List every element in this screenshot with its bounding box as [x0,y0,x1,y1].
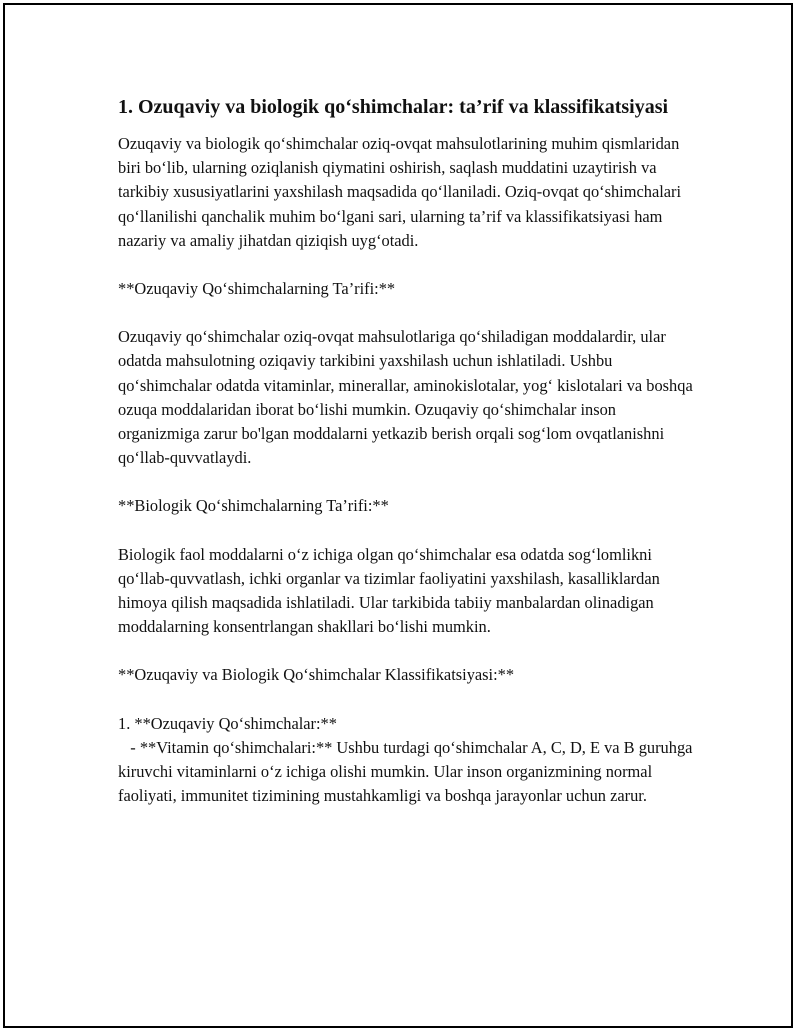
section-heading: 1. Ozuqaviy va biologik qo‘shimchalar: ta’rif va klassifikatsiyasi [118,96,669,118]
document-body [118,92,698,808]
list-item-body: - **Vitamin qo‘shimchalari:** Ushbu turdagi qo‘shimchalar A, C, D, E va B guruhga kiruvchi vitaminlarni o‘z ichiga olishi mumkin. Ular inson organizmining normal faoliyati, immunitet tizimining mustahkamligi va boshqa jarayonlar uchun zarur. [118,737,697,806]
list-item-title: 1. **Ozuqaviy Qo‘shimchalar:** [118,713,337,733]
biological-definition-paragraph: Biologik faol moddalarni o‘z ichiga olgan qo‘shimchalar esa odatda sog‘lomlikni qo‘llab-quvvatlash, ichki organlar va tizimlar faoliyatini yaxshilash, kasalliklardan himoya qilish maqsadida ishlatiladi. Ular tarkibida tabiiy manbalardan olinadigan moddalarning konsentrlangan shakllari bo‘lishi mumkin. [118,544,660,637]
nutritional-definition-heading: **Ozuqaviy Qo‘shimchalarning Ta’rifi:** [118,279,396,299]
nutritional-definition-paragraph: Ozuqaviy qo‘shimchalar oziq-ovqat mahsulotlariga qo‘shiladigan moddalardir, ular odatda mahsulotning oziqaviy tarkibini yaxshilash uchun ishlatiladi. Ushbu qo‘shimchalar odatda vitaminlar, minerallar, aminokislotalar, yog‘ kislotalari va boshqa ozuqa moddalaridan iborat bo‘lishi mumkin. Ozuqaviy qo‘shimchalar inson organizmiga zarur bo'lgan moddalarni yetkazib berish orqali sog‘lom ovqatlanishni qo‘llab-quvvatlaydi. [118,327,693,468]
biological-definition-heading: **Biologik Qo‘shimchalarning Ta’rifi:** [118,496,389,516]
intro-paragraph: Ozuqaviy va biologik qo‘shimchalar oziq-ovqat mahsulotlarining muhim qismlaridan biri bo‘lib, ularning oziqlanish qiymatini oshirish, saqlash muddatini uzaytirish va tarkibiy xususiyatlarini yaxshilash maqsadida qo‘llaniladi. Oziq-ovqat qo‘shimchalari qo‘llanilishi qanchalik muhim bo‘lgani sari, ularning ta’rif va klassifikatsiyasi ham nazariy va amaliy jihatdan qiziqish uyg‘otadi. [118,134,682,250]
classification-heading: **Ozuqaviy va Biologik Qo‘shimchalar Klassifikatsiyasi:** [118,665,515,685]
